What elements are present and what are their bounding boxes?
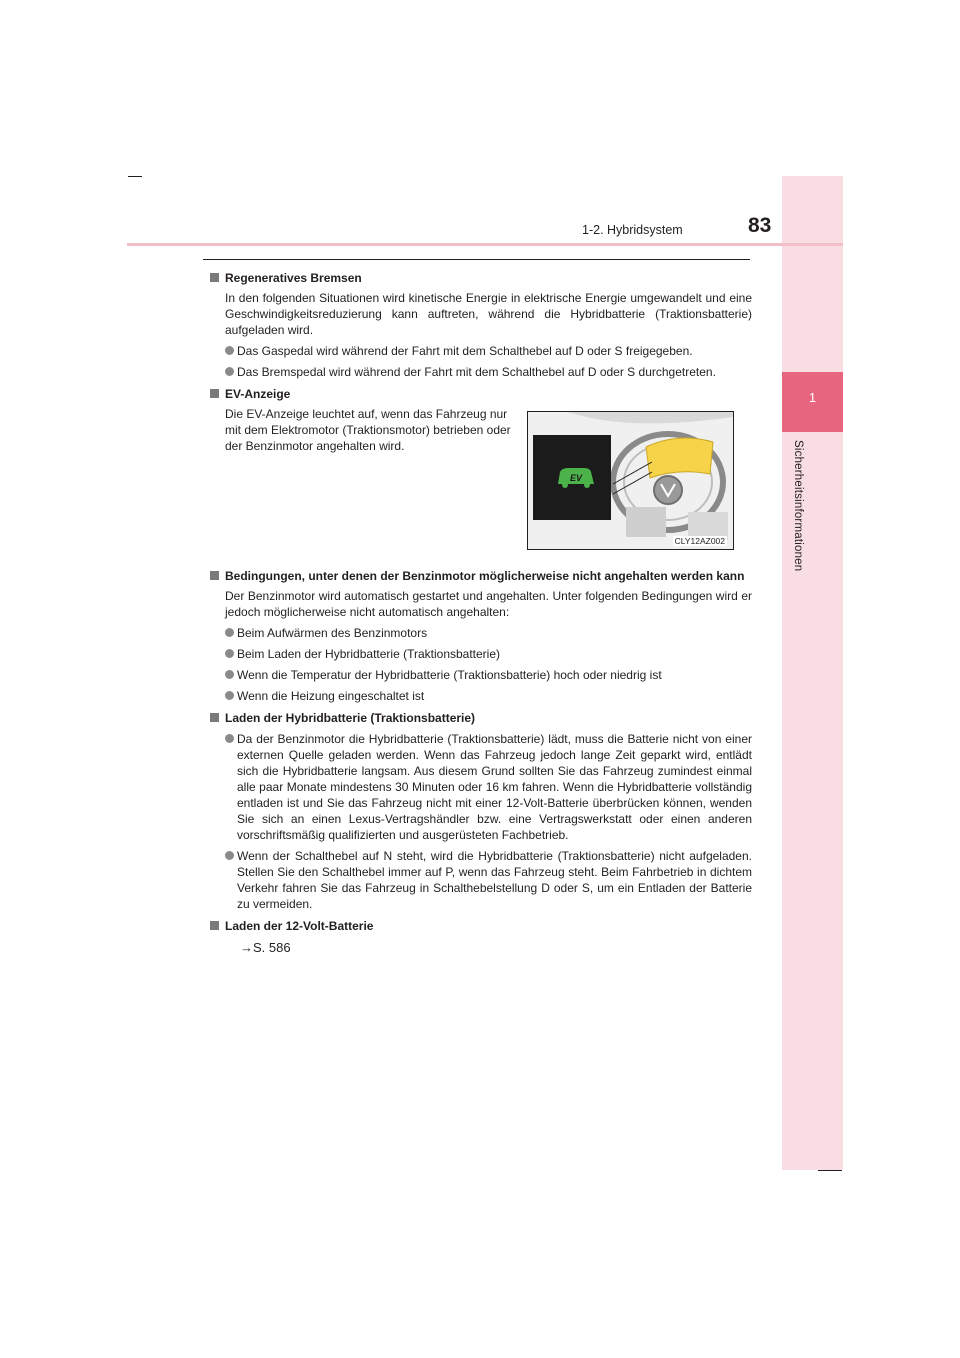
square-bullet-icon bbox=[210, 389, 219, 398]
paragraph: In den folgenden Situationen wird kinetische Energie in elektrische Energie umgewandelt und eine Geschwindigkeitsreduzierung kann auftreten, während die Hybridbatterie (Traktionsbatterie) aufgeladen wird. bbox=[225, 291, 752, 337]
circle-bullet-icon bbox=[225, 851, 234, 860]
circle-bullet-icon bbox=[225, 649, 234, 658]
list-item: Das Gaspedal wird während der Fahrt mit dem Schalthebel auf D oder S freigegeben. bbox=[225, 343, 752, 359]
square-bullet-icon bbox=[210, 921, 219, 930]
ev-section bbox=[210, 406, 752, 454]
section-heading: Regeneratives Bremsen bbox=[210, 270, 752, 286]
section-rule bbox=[203, 259, 750, 260]
paragraph: Der Benzinmotor wird automatisch gestartet und angehalten. Unter folgenden Bedingungen wird er jedoch möglicherweise nicht automatisch angehalten: bbox=[225, 589, 752, 619]
header-rule bbox=[127, 243, 843, 246]
list-item: Da der Benzinmotor die Hybridbatterie (Traktionsbatterie) lädt, muss die Batterie nicht von einer externen Quelle geladen werden. Wenn das Fahrzeug jedoch lange Zeit geparkt wird, entlädt sich die Hybridbatterie langsam. Aus diesem Grund sollten Sie das Fahrzeug zumindest einmal alle paar Monate mindestens 30 Minuten oder 16 km fahren. Wenn die Hybridbatterie vollständig entladen ist und Sie das Fahrzeug nicht mit einer 12-Volt-Batterie überbrücken können, wenden Sie sich an einen Lexus-Vertragshändler bzw. eine Vertragswerkstatt oder einen anderen vorschriftsmäßig qualifizierten und ausgerüsteten Fachbetrieb. bbox=[225, 731, 752, 843]
list-item: Das Bremspedal wird während der Fahrt mit dem Schalthebel auf D oder S durchgetreten. bbox=[225, 364, 752, 380]
list-item: Wenn der Schalthebel auf N steht, wird die Hybridbatterie (Traktionsbatterie) nicht aufgeladen. Stellen Sie den Schalthebel immer auf P, wenn das Fahrzeug steht. Beim Fahrbetrieb in dichtem Verkehr fahren Sie das Fahrzeug in Schalthebelstellung D oder S, um ein Entladen der Batterie zu vermeiden. bbox=[225, 848, 752, 912]
circle-bullet-icon bbox=[225, 670, 234, 679]
circle-bullet-icon bbox=[225, 628, 234, 637]
figure-code: CLY12AZ002 bbox=[674, 536, 725, 546]
crop-mark bbox=[128, 176, 142, 177]
list-item: Wenn die Heizung eingeschaltet ist bbox=[225, 688, 752, 704]
section-heading: Bedingungen, unter denen der Benzinmotor möglicherweise nicht angehalten werden kann bbox=[210, 568, 752, 584]
circle-bullet-icon bbox=[225, 367, 234, 376]
square-bullet-icon bbox=[210, 713, 219, 722]
page-number: 83 bbox=[748, 214, 772, 237]
square-bullet-icon bbox=[210, 571, 219, 580]
running-head: 1-2. Hybridsystem bbox=[582, 223, 683, 237]
section-heading: Laden der 12-Volt-Batterie bbox=[210, 918, 752, 934]
page-content bbox=[210, 270, 752, 956]
circle-bullet-icon bbox=[225, 734, 234, 743]
circle-bullet-icon bbox=[225, 691, 234, 700]
chapter-sidebar bbox=[782, 176, 843, 1170]
paragraph: Die EV-Anzeige leuchtet auf, wenn das Fahrzeug nur mit dem Elektromotor (Traktionsmotor) betrieben oder der Benzinmotor angehalten wird. bbox=[225, 407, 511, 453]
square-bullet-icon bbox=[210, 273, 219, 282]
ev-indicator-label: EV bbox=[569, 473, 583, 483]
crop-mark bbox=[818, 1170, 842, 1171]
section-heading: EV-Anzeige bbox=[210, 386, 752, 402]
list-item: Beim Laden der Hybridbatterie (Traktionsbatterie) bbox=[225, 646, 752, 662]
section-heading: Laden der Hybridbatterie (Traktionsbatterie) bbox=[210, 710, 752, 726]
list-item: Beim Aufwärmen des Benzinmotors bbox=[225, 625, 752, 641]
chapter-number: 1 bbox=[808, 390, 817, 405]
list-item: Wenn die Temperatur der Hybridbatterie (Traktionsbatterie) hoch oder niedrig ist bbox=[225, 667, 752, 683]
circle-bullet-icon bbox=[225, 346, 234, 355]
page-reference-link[interactable]: →S. 586 bbox=[240, 940, 291, 955]
chapter-title: Sicherheitsinformationen bbox=[792, 440, 804, 572]
